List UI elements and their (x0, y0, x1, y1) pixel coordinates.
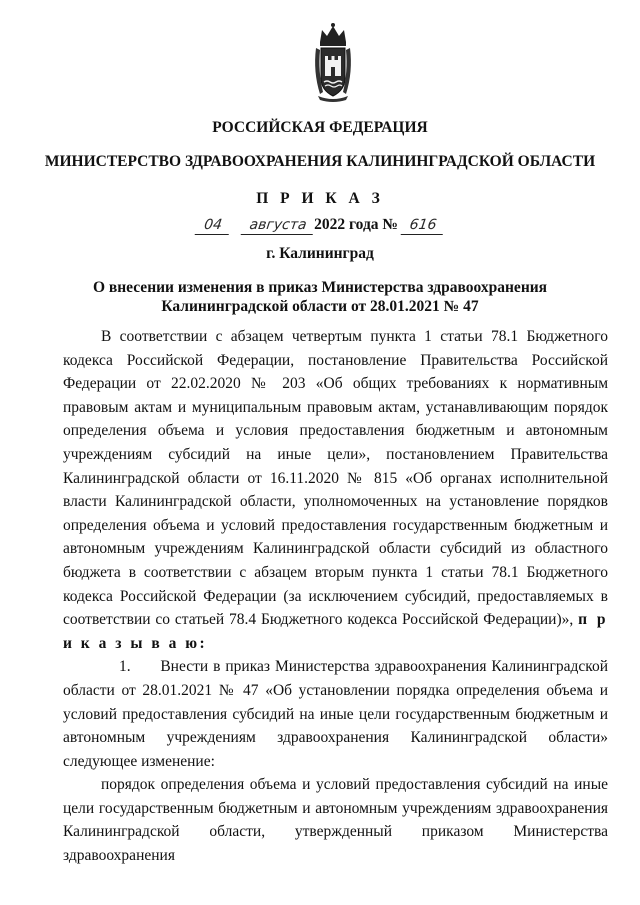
amendment-paragraph: порядок определения объема и условий предоставления субсидий на иные цели государственным бюджетным и автономным учреждениям здравоохранения Калининградской области, утвержденный приказом Министерства здравоохранения (63, 776, 608, 865)
document-body (63, 325, 608, 868)
title-line-2: Калининградской области от 28.01.2021 № 47 (161, 298, 479, 315)
ministry-heading: МИНИСТЕРСТВО ЗДРАВООХРАНЕНИЯ КАЛИНИНГРАДСКОЙ ОБЛАСТИ (44, 153, 596, 170)
country-heading: РОССИЙСКАЯ ФЕДЕРАЦИЯ (212, 119, 428, 136)
item-1-paragraph (63, 655, 608, 773)
order-keyword: п р и к а з ы в а ю: (63, 611, 608, 652)
handwritten-day: 04 (195, 216, 232, 235)
preamble-text: В соответствии с абзацем четвертым пункта 1 статьи 78.1 Бюджетного кодекса Российской Федерации, постановление Правительства Российской Федерации от 22.02.2020 № 203 «Об общих требованиях к нормативным правовым актам и муниципальным правовым актам, устанавливающим порядок определения объема и условия предоставления бюджетным и автономным учреждениям субсидий на иные цели», постановлением Правительства Калининградской области от 16.11.2020 № 815 «Об органах исполнительной власти Калининградской области, уполномоченных на установление порядков определения объема и условий предоставления государственным бюджетным и автономным учреждениям Калининградской области субсидий из областного бюджета в соответствии с абзацем вторым пункта 1 статьи 78.1 Бюджетного кодекса Российской Федерации (за исключением субсидий, предоставляемых в соответствии со статьей 78.4 Бюджетного кодекса Российской Федерации)», (63, 328, 608, 629)
city-line: г. Калининград (266, 245, 374, 262)
date-number-line (0, 214, 640, 236)
handwritten-order-number: 616 (401, 216, 446, 235)
document-title (0, 278, 640, 316)
item-1-text: Внести в приказ Министерства здравоохранения Калининградской области от 28.01.2021 № 47 «Об установлении порядка определения объема и условий предоставления субсидий на иные цели государственным бюджетным и автономным учреждениям здравоохранения Калининградской области» следующее изменение: (63, 658, 609, 770)
date-year-label: 2022 года № (314, 216, 398, 233)
document-type-heading: П Р И К А З (256, 190, 384, 207)
item-1-number: 1. (119, 658, 131, 676)
title-line-1: О внесении изменения в приказ Министерства здравоохранения (92, 279, 548, 296)
handwritten-month: августа (241, 216, 316, 235)
coat-of-arms-icon (312, 22, 354, 102)
preamble-paragraph (63, 325, 608, 655)
